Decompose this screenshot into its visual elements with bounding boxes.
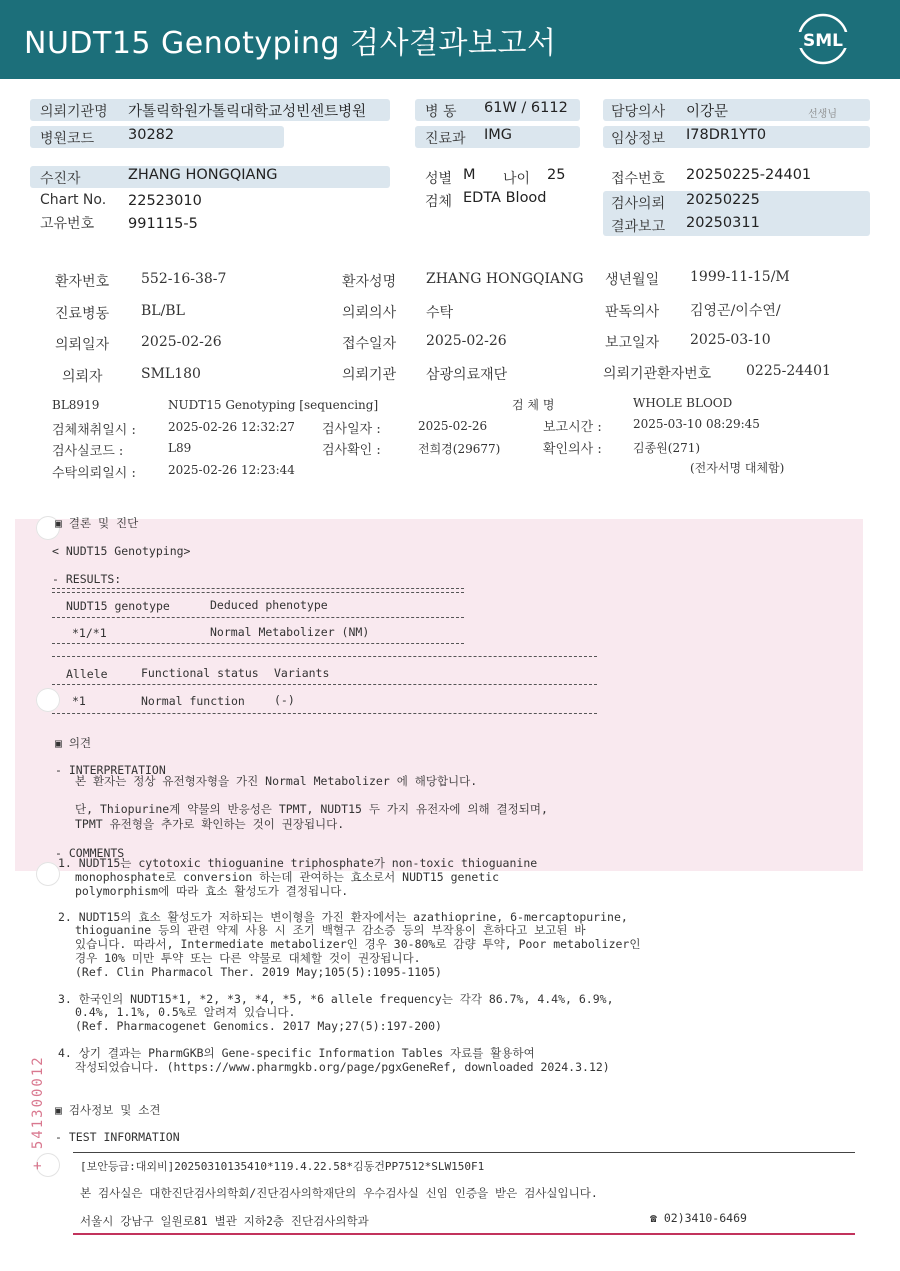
scan-ward: BL/BL bbox=[141, 303, 185, 319]
scan-requester: SML180 bbox=[141, 366, 201, 382]
scan-inst-patient-no: 0225-24401 bbox=[746, 363, 831, 379]
footer-phone: ☎ 02)3410-6469 bbox=[650, 1211, 747, 1225]
comment-line: (Ref. Pharmacogenet Genomics. 2017 May;27(5):197-200) bbox=[75, 1019, 442, 1033]
exam-date-label: 검사일자 : bbox=[322, 422, 381, 437]
side-serial: + 541300012 bbox=[30, 1055, 46, 1170]
divider bbox=[52, 617, 464, 618]
clinical-info-label: 임상정보 bbox=[611, 131, 666, 147]
conclusion-title: ▣ 결론 및 진단 bbox=[55, 516, 139, 530]
footer-address: 서울시 강남구 일원로81 별관 지하2층 진단검사의학과 bbox=[80, 1214, 369, 1228]
scan-patient-no-label: 환자번호 bbox=[55, 274, 110, 290]
svg-text:SML: SML bbox=[803, 31, 843, 51]
interpretation-label: - INTERPRETATION bbox=[55, 763, 166, 777]
scan-patient-no: 552-16-38-7 bbox=[141, 271, 227, 287]
sex-label: 성별 bbox=[425, 171, 453, 187]
test-code: BL8919 bbox=[52, 398, 100, 412]
functional-status-header: Functional status bbox=[141, 666, 259, 680]
doctor-suffix: 선생님 bbox=[808, 109, 837, 120]
unique-no-value: 991115-5 bbox=[128, 216, 198, 232]
divider bbox=[52, 684, 597, 685]
phenotype-header: Deduced phenotype bbox=[210, 598, 328, 612]
lab-code-label: 검사실코드 : bbox=[52, 444, 124, 459]
comment-line: monophosphate로 conversion 하는데 관여하는 효소로서 NUDT15 genetic bbox=[75, 870, 500, 884]
sml-logo-icon bbox=[794, 12, 852, 66]
allele-header: Allele bbox=[66, 667, 108, 681]
punch-hole bbox=[36, 862, 60, 886]
comments-label: - COMMENTS bbox=[55, 846, 125, 860]
lab-code-value: L89 bbox=[168, 441, 192, 455]
collect-value: 2025-02-26 12:32:27 bbox=[168, 420, 295, 434]
exam-date-value: 2025-02-26 bbox=[418, 419, 488, 433]
hospital-code-value: 30282 bbox=[128, 127, 175, 143]
comment-line: 1. NUDT15는 cytotoxic thioguanine triphosphate가 non-toxic thioguanine bbox=[58, 856, 538, 870]
request-date-label: 검사의뢰 bbox=[611, 196, 666, 212]
receipt-no-label: 접수번호 bbox=[611, 171, 666, 187]
scan-req-inst: 삼광의료재단 bbox=[426, 367, 508, 383]
ref-req-label: 수탁의뢰일시 : bbox=[52, 466, 136, 481]
test-info-label: - TEST INFORMATION bbox=[55, 1130, 180, 1144]
divider bbox=[52, 713, 597, 714]
department-value: IMG bbox=[484, 127, 513, 143]
request-date-value: 20250225 bbox=[686, 192, 760, 208]
interpretation-line: 본 환자는 정상 유전형자형을 가진 Normal Metabolizer 에 해당합니다. bbox=[75, 774, 478, 788]
sex-value: M bbox=[463, 167, 476, 183]
scan-receipt-date-label: 접수일자 bbox=[342, 336, 397, 352]
test-specimen: WHOLE BLOOD bbox=[633, 396, 733, 410]
test-specimen-label: 검 체 명 bbox=[512, 398, 555, 412]
comment-line: 0.4%, 1.1%, 0.5%로 알려져 있습니다. bbox=[75, 1005, 296, 1019]
esign-note: (전자서명 대체함) bbox=[690, 461, 785, 475]
opinion-title: ▣ 의견 bbox=[55, 736, 92, 750]
specimen-value: EDTA Blood bbox=[463, 190, 547, 206]
report-date-value: 20250311 bbox=[686, 215, 760, 231]
scan-patient-name: ZHANG HONGQIANG bbox=[426, 271, 584, 287]
scan-inst-patient-no-label: 의뢰기관환자번호 bbox=[603, 366, 712, 382]
variants-header: Variants bbox=[274, 666, 330, 680]
comment-line: 3. 한국인의 NUDT15*1, *2, *3, *4, *5, *6 allele frequency는 각각 86.7%, 4.4%, 6.9%, bbox=[58, 992, 614, 1006]
doctor-value: 이강문 bbox=[686, 104, 729, 120]
divider bbox=[52, 592, 464, 593]
footer-accent-rule bbox=[73, 1233, 855, 1235]
test-info-title: ▣ 검사정보 및 소견 bbox=[55, 1103, 161, 1117]
allele-value: *1 bbox=[72, 694, 86, 708]
ward-value: 61W / 6112 bbox=[484, 100, 568, 116]
verify-label: 검사확인 : bbox=[322, 443, 381, 458]
scan-patient-name-label: 환자성명 bbox=[342, 274, 397, 290]
comment-line: thioguanine 등의 관련 약제 사용 시 조기 백혈구 감소증 등의 부작용이 흔하다고 보고된 바 bbox=[75, 923, 586, 937]
interpretation-line: 단, Thiopurine계 약물의 반응성은 TPMT, NUDT15 두 가지 유전자에 의해 결정되며, bbox=[75, 802, 548, 816]
unique-no-label: 고유번호 bbox=[40, 216, 95, 232]
scan-req-inst-label: 의뢰기관 bbox=[342, 367, 397, 383]
report-header bbox=[0, 0, 900, 79]
genotype-value: *1/*1 bbox=[72, 626, 107, 640]
patient-value: ZHANG HONGQIANG bbox=[128, 167, 278, 183]
department-label: 진료과 bbox=[425, 131, 466, 147]
ward-label: 병 동 bbox=[425, 104, 457, 120]
interpretation-line: TPMT 유전형을 추가로 확인하는 것이 권장됩니다. bbox=[75, 817, 345, 831]
footer-rule bbox=[73, 1152, 855, 1153]
genotype-header: NUDT15 genotype bbox=[66, 599, 170, 613]
chart-no-label: Chart No. bbox=[40, 192, 107, 208]
scan-receipt-date: 2025-02-26 bbox=[426, 333, 507, 349]
receipt-no-value: 20250225-24401 bbox=[686, 167, 812, 183]
doctor-label: 담당의사 bbox=[611, 104, 666, 120]
divider bbox=[52, 656, 597, 657]
comment-line: 2. NUDT15의 효소 활성도가 저하되는 변이형을 가진 환자에서는 azathioprine, 6-mercaptopurine, bbox=[58, 910, 628, 924]
patient-label: 수진자 bbox=[40, 171, 81, 187]
functional-status-value: Normal function bbox=[141, 694, 245, 708]
comment-line: 있습니다. 따라서, Intermediate metabolizer인 경우 30-80%로 감량 투약, Poor metabolizer인 bbox=[75, 937, 641, 951]
scan-dob: 1999-11-15/M bbox=[690, 269, 790, 285]
collect-label: 검체채취일시 : bbox=[52, 423, 136, 438]
institution-value: 가톨릭학원가톨릭대학교성빈센트병원 bbox=[128, 104, 367, 120]
scan-reading-doctor: 김영곤/이수연/ bbox=[690, 303, 781, 319]
comment-line: 경우 10% 미만 투약 또는 다른 약물로 대체할 것이 권장됩니다. bbox=[75, 951, 421, 965]
variants-value: (-) bbox=[274, 693, 295, 707]
comment-line: 작성되었습니다. (https://www.pharmgkb.org/page/pgxGeneRef, downloaded 2024.3.12) bbox=[75, 1060, 610, 1074]
phenotype-value: Normal Metabolizer (NM) bbox=[210, 625, 370, 639]
age-value: 25 bbox=[547, 167, 566, 183]
scan-requester-label: 의뢰자 bbox=[62, 369, 103, 385]
institution-label: 의뢰기관명 bbox=[40, 104, 108, 120]
panel-title: < NUDT15 Genotyping> bbox=[52, 544, 191, 558]
hospital-code-label: 병원코드 bbox=[40, 131, 95, 147]
scan-report-date: 2025-03-10 bbox=[690, 332, 771, 348]
scan-ward-label: 진료병동 bbox=[55, 306, 110, 322]
confirm-doctor-value: 김종원(271) bbox=[633, 441, 701, 455]
clinical-info-value: I78DR1YT0 bbox=[686, 127, 767, 143]
verify-value: 전희경(29677) bbox=[418, 442, 501, 456]
divider bbox=[52, 643, 464, 644]
report-time-value: 2025-03-10 08:29:45 bbox=[633, 417, 760, 431]
report-date-label: 결과보고 bbox=[611, 219, 666, 235]
scan-report-date-label: 보고일자 bbox=[605, 335, 660, 351]
report-time-label: 보고시간 : bbox=[543, 420, 602, 435]
test-name: NUDT15 Genotyping [sequencing] bbox=[168, 398, 379, 412]
certification-text: 본 검사실은 대한진단검사의학회/진단검사의학재단의 우수검사실 신임 인증을 받은 검사실입니다. bbox=[80, 1186, 598, 1200]
scan-req-date: 2025-02-26 bbox=[141, 334, 222, 350]
ref-req-value: 2025-02-26 12:23:44 bbox=[168, 463, 295, 477]
results-label: - RESULTS: bbox=[52, 572, 122, 586]
punch-hole bbox=[36, 688, 60, 712]
security-stamp: [보안등급:대외비]20250310135410*119.4.22.58*김동건PP7512*SLW150F1 bbox=[80, 1160, 485, 1173]
scan-reading-doctor-label: 판독의사 bbox=[605, 304, 660, 320]
specimen-label: 검체 bbox=[425, 194, 453, 210]
scan-req-doctor: 수탁 bbox=[426, 305, 454, 321]
age-label: 나이 bbox=[503, 171, 531, 187]
divider bbox=[52, 588, 464, 589]
report-title: NUDT15 Genotyping 검사결과보고서 bbox=[24, 26, 557, 61]
confirm-doctor-label: 확인의사 : bbox=[543, 442, 602, 457]
chart-no-value: 22523010 bbox=[128, 193, 202, 209]
scan-req-date-label: 의뢰일자 bbox=[55, 337, 110, 353]
scan-dob-label: 생년월일 bbox=[605, 272, 660, 288]
comment-line: polymorphism에 따라 효소 활성도가 결정됩니다. bbox=[75, 884, 349, 898]
scan-req-doctor-label: 의뢰의사 bbox=[342, 305, 397, 321]
comment-line: 4. 상기 결과는 PharmGKB의 Gene-specific Information Tables 자료를 활용하여 bbox=[58, 1046, 535, 1060]
comment-line: (Ref. Clin Pharmacol Ther. 2019 May;105(5):1095-1105) bbox=[75, 965, 442, 979]
